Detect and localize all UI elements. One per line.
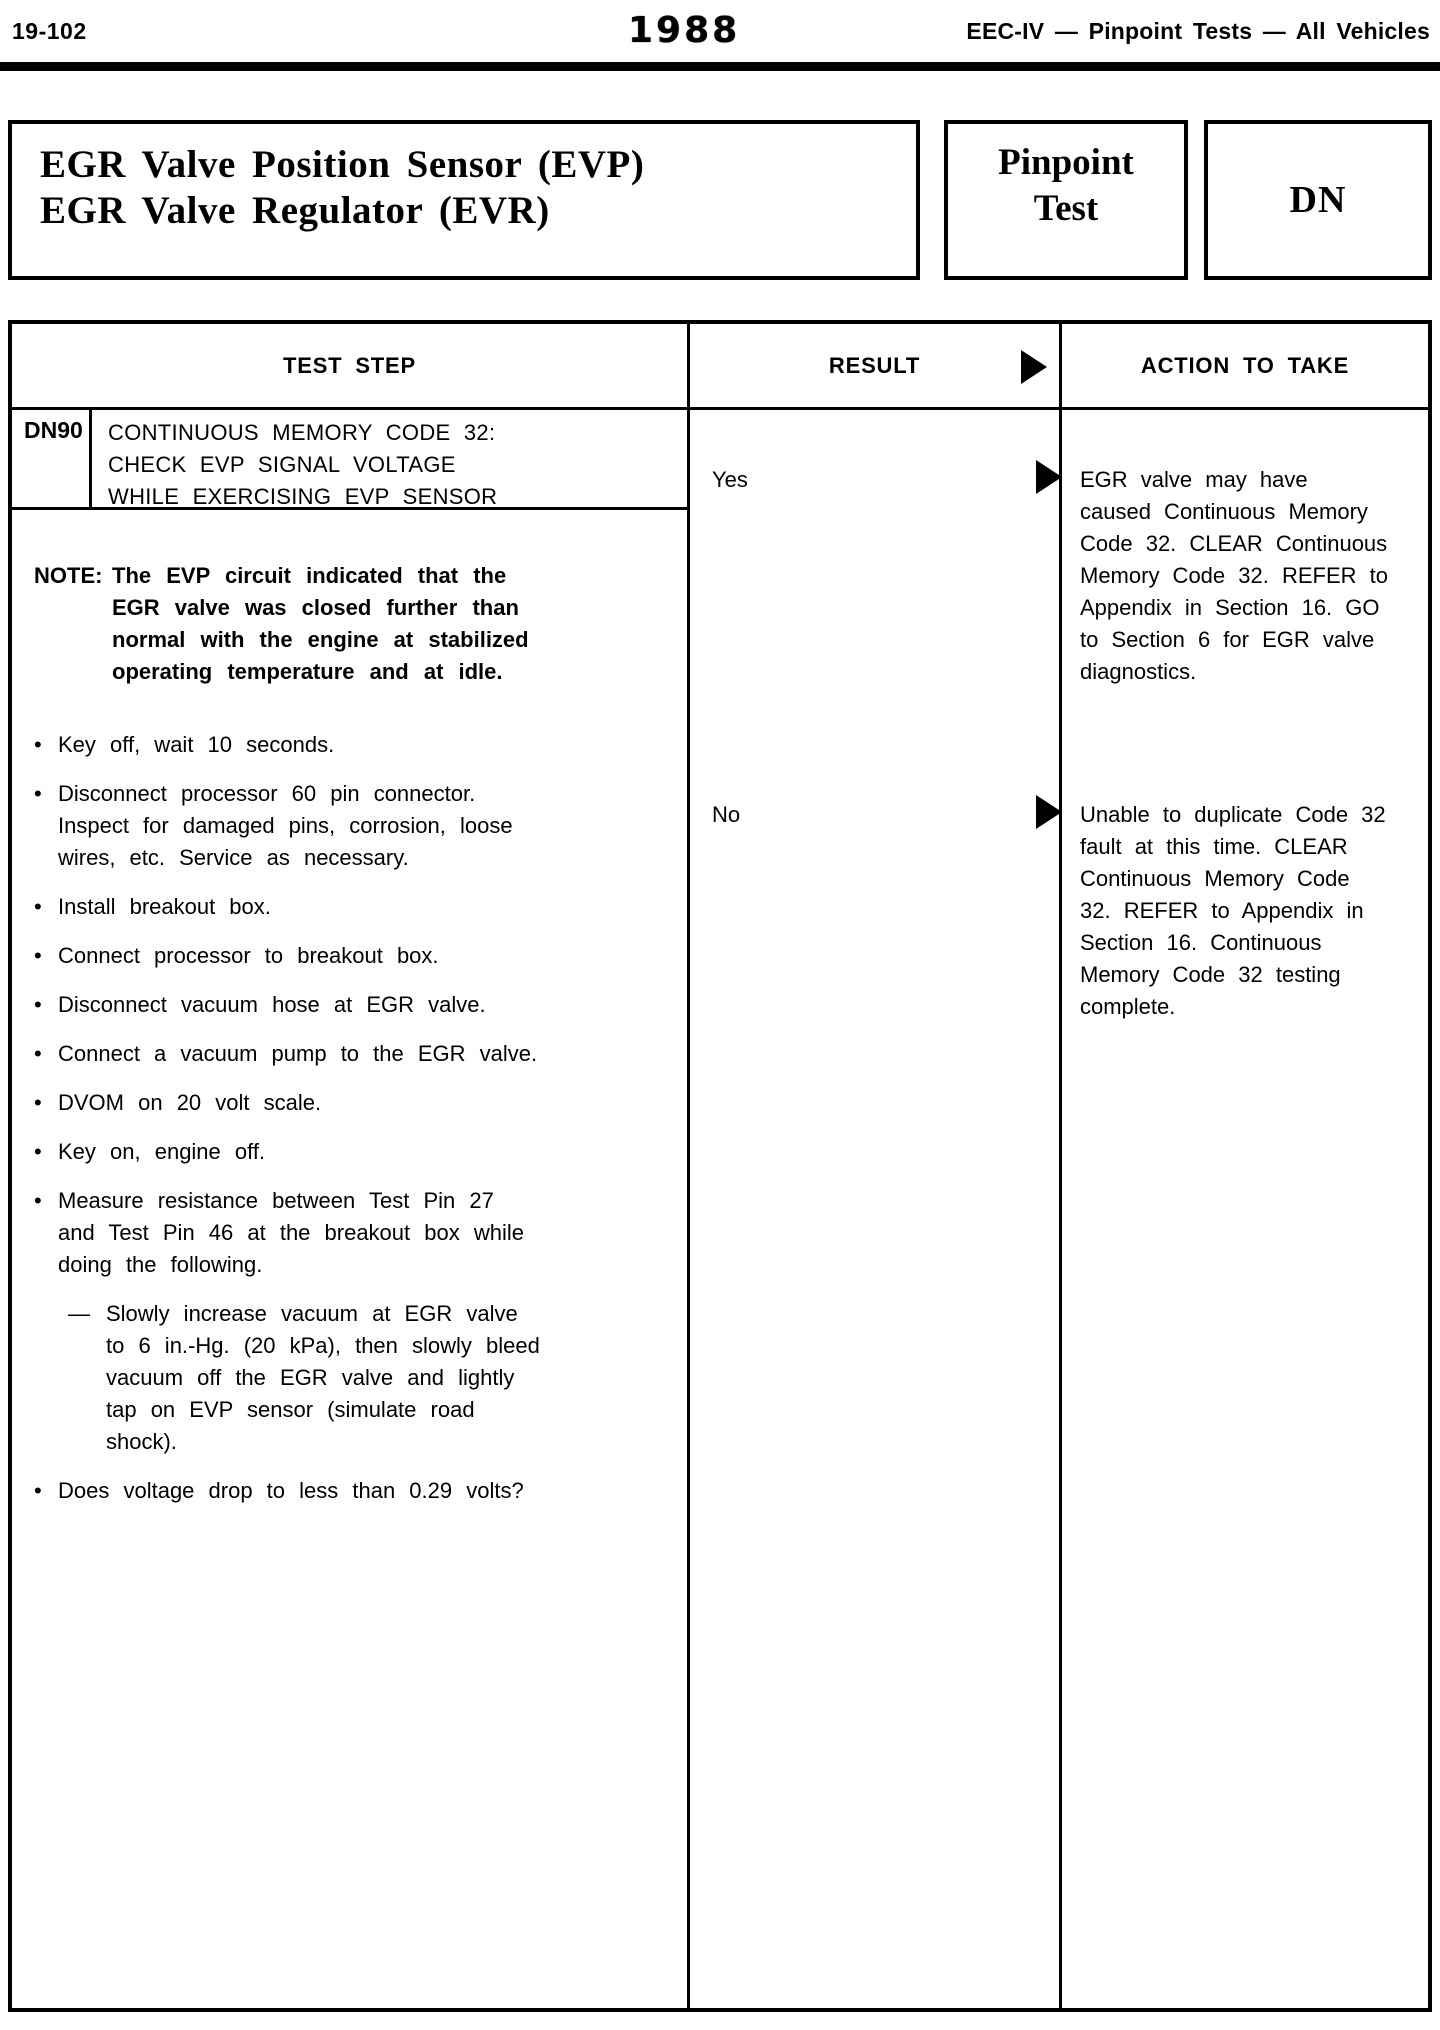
section-title: EEC-IV — Pinpoint Tests — All Vehicles — [966, 18, 1430, 44]
test-code-box — [1204, 120, 1432, 280]
dash-icon: — — [68, 1301, 90, 1326]
list-item-text: DVOM on 20 volt scale. — [58, 1090, 322, 1115]
bullet-icon: • — [34, 943, 42, 968]
list-item-sub — [68, 1298, 687, 1458]
list-item — [34, 891, 687, 923]
title-line-2: EGR Valve Regulator (EVR) — [40, 189, 550, 232]
list-item-text: Does voltage drop to less than 0.29 volts? — [58, 1478, 524, 1503]
procedure-list — [34, 729, 687, 1507]
list-item-text: Disconnect vacuum hose at EGR valve. — [58, 992, 486, 1017]
list-item-text: Disconnect processor 60 pin connector. Inspect for damaged pins, corrosion, loose wires, etc. Service as necessary. — [58, 781, 513, 870]
result-yes-label: Yes — [712, 467, 748, 492]
pinpoint-label-line-2: Test — [1033, 188, 1099, 229]
column-header-test-step: TEST STEP — [12, 324, 690, 410]
list-item-text: Install breakout box. — [58, 894, 271, 919]
list-item-text: Key off, wait 10 seconds. — [58, 732, 335, 757]
list-item — [34, 989, 687, 1021]
list-item-text: Connect a vacuum pump to the EGR valve. — [58, 1041, 538, 1066]
result-arrow-icon — [1036, 460, 1062, 494]
result-arrow-icon — [1021, 350, 1047, 384]
pinpoint-test-box — [944, 120, 1188, 280]
step-code: DN90 — [12, 410, 92, 507]
list-item — [34, 1087, 687, 1119]
list-item — [34, 1475, 687, 1507]
bullet-icon: • — [34, 1090, 42, 1115]
bullet-icon: • — [34, 1478, 42, 1503]
action-for-yes: EGR valve may have caused Continuous Memory Code 32. CLEAR Continuous Memory Code 32. REFER to Appendix in Section 16. GO to Section 6 for EGR valve diagnostics. — [1080, 467, 1388, 684]
page-running-header — [0, 0, 1440, 51]
test-code: DN — [1289, 179, 1347, 221]
result-no-label: No — [712, 802, 741, 827]
list-item — [34, 940, 687, 972]
column-header-result — [690, 324, 1062, 410]
list-item-text: Slowly increase vacuum at EGR valve to 6 in.-Hg. (20 kPa), then slowly bleed vacuum off the EGR valve and lightly tap on EVP sensor (simulate road shock). — [106, 1301, 540, 1454]
test-title-box — [8, 120, 920, 280]
list-item-text: Measure resistance between Test Pin 27 and Test Pin 46 at the breakout box while doing the following. — [58, 1188, 524, 1277]
bullet-icon: • — [34, 1041, 42, 1066]
header-divider-rule — [0, 62, 1440, 71]
note-text: The EVP circuit indicated that the EGR valve was closed further than normal with the engine at stabilized operating temperature and at idle. — [112, 563, 529, 684]
pinpoint-label-line-1: Pinpoint — [998, 142, 1134, 183]
result-cell — [690, 410, 1062, 2008]
list-item — [34, 1185, 687, 1281]
title-block — [8, 120, 1432, 280]
note-block — [34, 560, 687, 688]
column-header-action: ACTION TO TAKE — [1062, 324, 1428, 410]
note-label: NOTE: — [34, 563, 103, 588]
bullet-icon: • — [34, 732, 42, 757]
year-stamp: 1988 — [628, 10, 741, 51]
list-item — [34, 729, 687, 761]
test-step-cell — [12, 510, 690, 2008]
action-cell — [1062, 410, 1428, 2008]
bullet-icon: • — [34, 894, 42, 919]
list-item — [34, 778, 687, 874]
result-arrow-icon — [1036, 795, 1062, 829]
bullet-icon: • — [34, 1139, 42, 1164]
bullet-icon: • — [34, 781, 42, 806]
list-item-text: Key on, engine off. — [58, 1139, 266, 1164]
title-line-1: EGR Valve Position Sensor (EVP) — [40, 143, 645, 186]
bullet-icon: • — [34, 1188, 42, 1213]
bullet-icon: • — [34, 992, 42, 1017]
list-item — [34, 1136, 687, 1168]
step-title-row — [12, 410, 690, 510]
pinpoint-test-table — [8, 320, 1432, 2012]
step-title: CONTINUOUS MEMORY CODE 32: CHECK EVP SIGNAL VOLTAGE WHILE EXERCISING EVP SENSOR — [108, 420, 498, 509]
list-item — [34, 1038, 687, 1070]
page-number: 19-102 — [12, 18, 87, 44]
list-item-text: Connect processor to breakout box. — [58, 943, 439, 968]
result-header-label: RESULT — [828, 352, 921, 378]
action-for-no: Unable to duplicate Code 32 fault at this time. CLEAR Continuous Memory Code 32. REFER to Appendix in Section 16. Continuous Memory Code 32 testing complete. — [1080, 802, 1386, 1019]
